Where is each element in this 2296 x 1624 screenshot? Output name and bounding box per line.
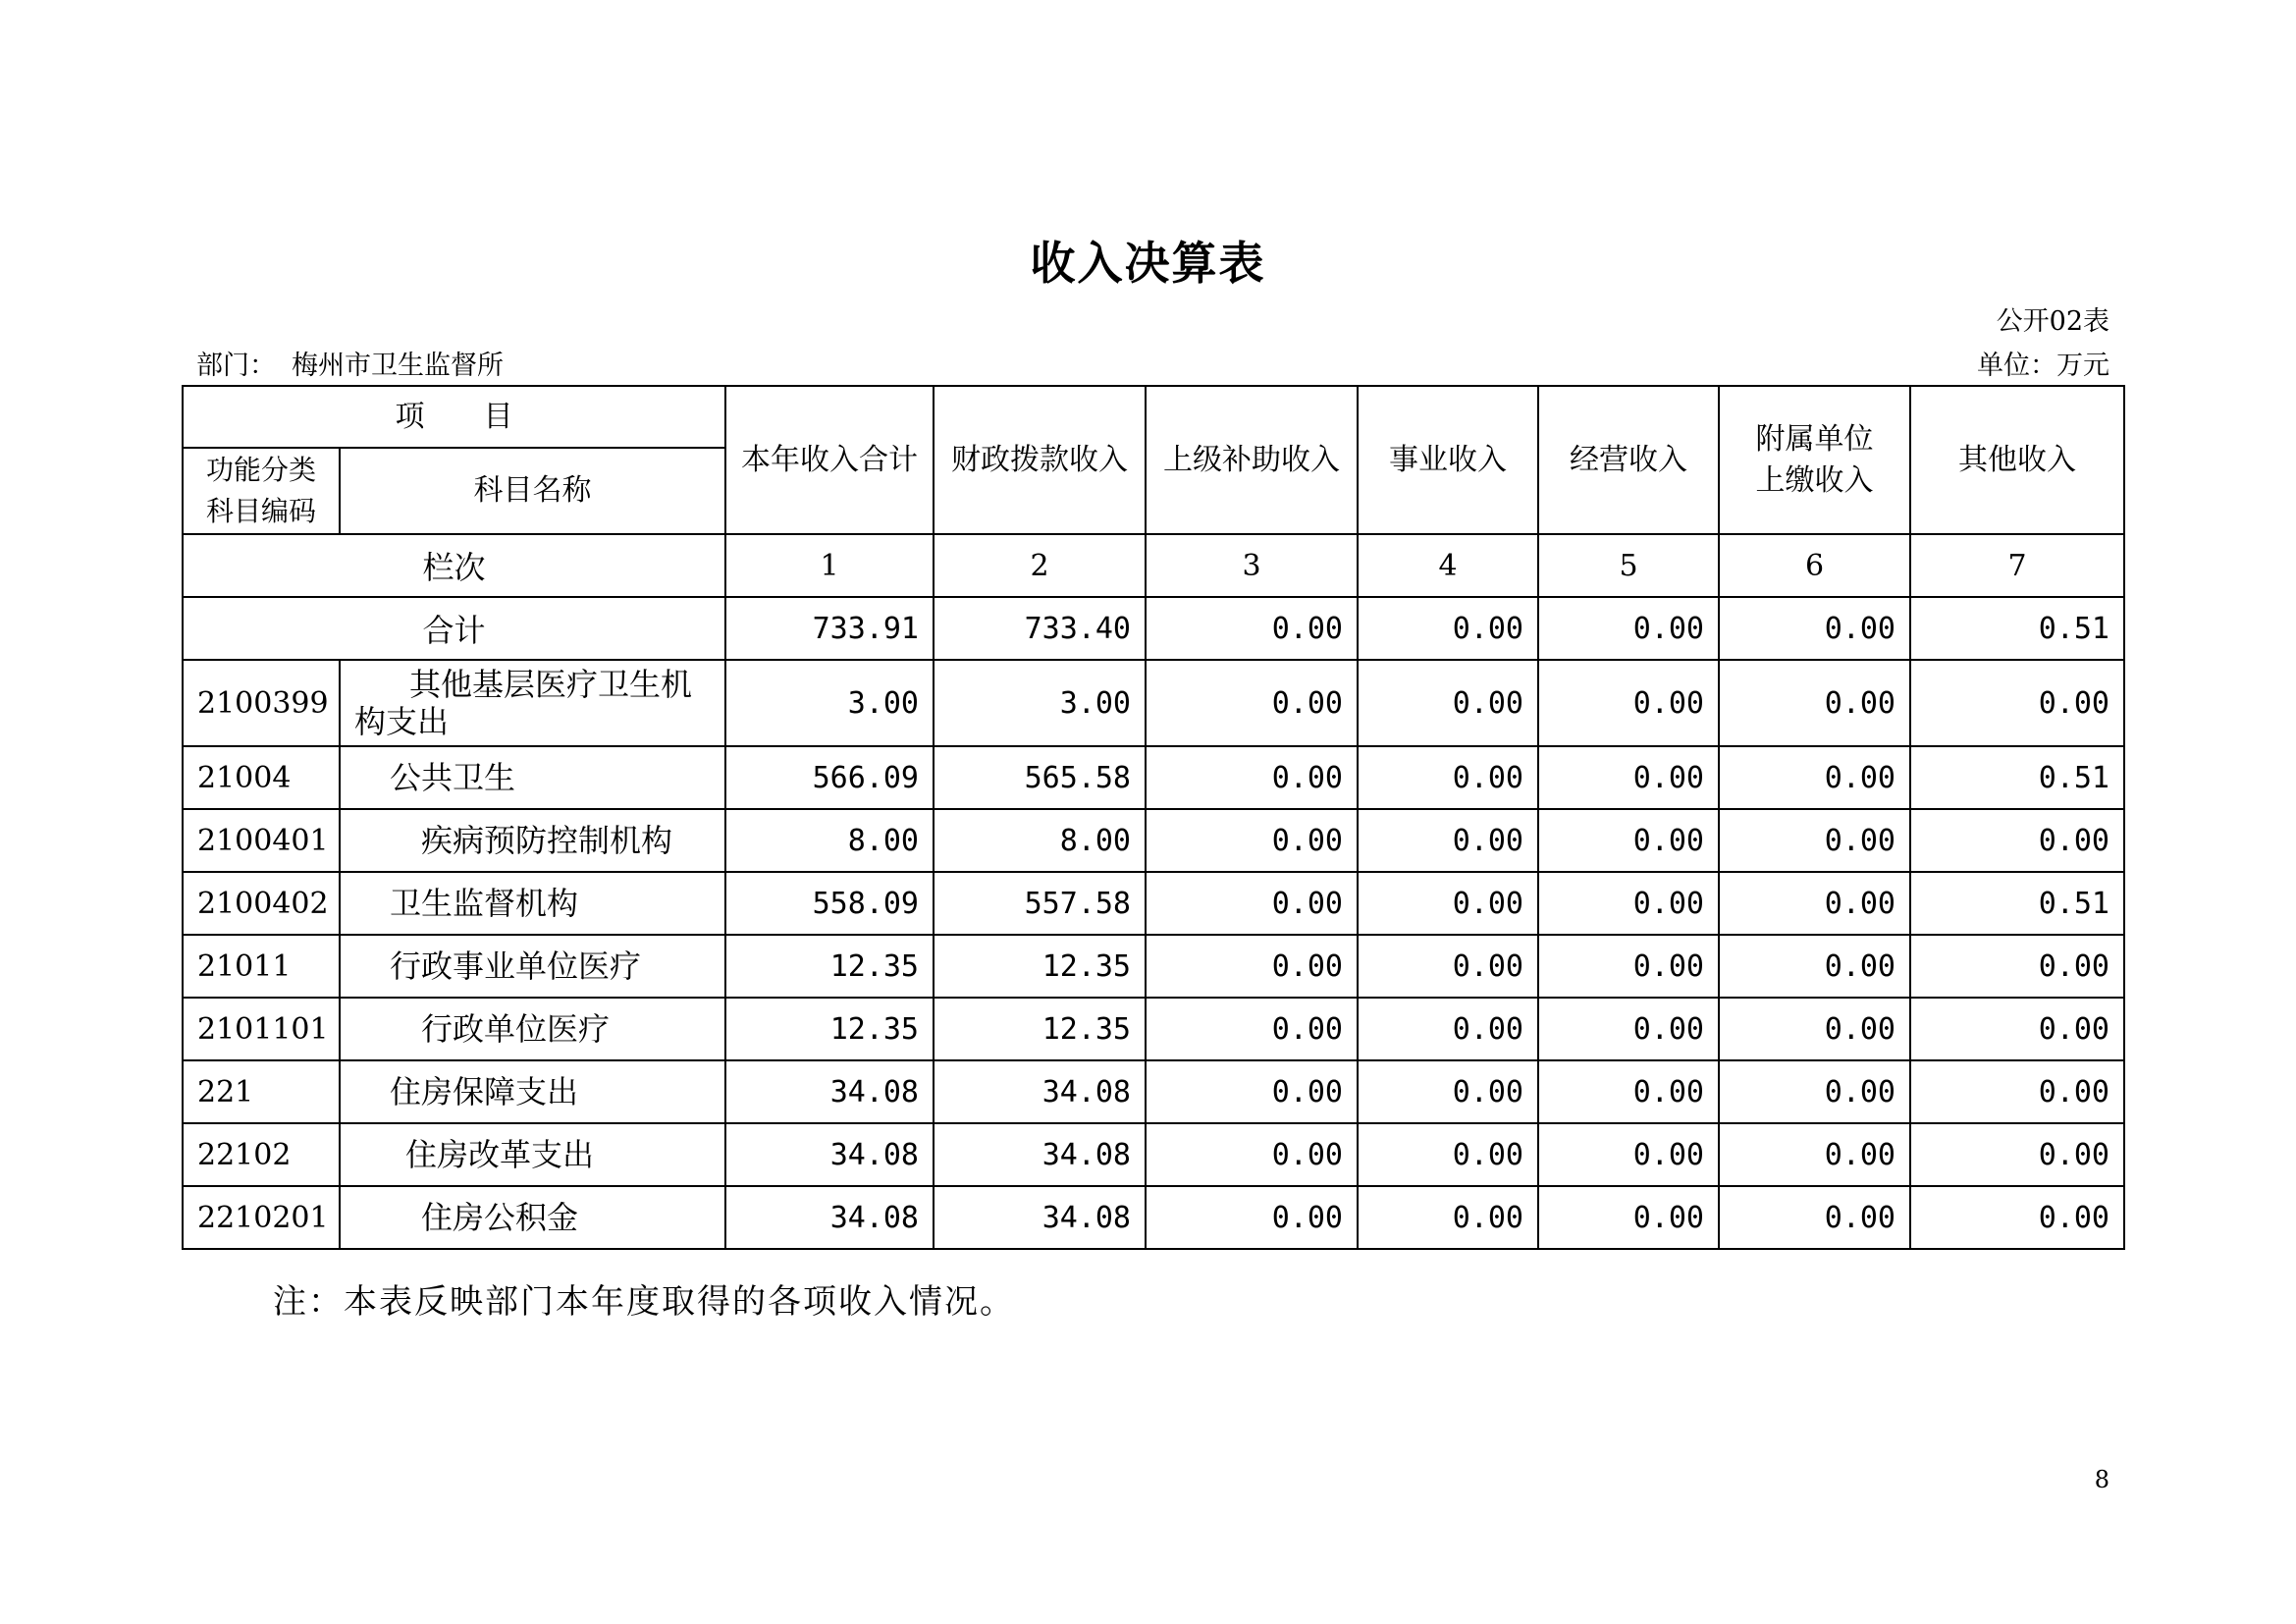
cell-value: 566.09 <box>725 746 934 809</box>
cell-value: 0.00 <box>1719 998 1910 1060</box>
cell-value: 34.08 <box>725 1060 934 1123</box>
cell-value: 0.00 <box>1358 1186 1538 1249</box>
column-header: 本年收入合计 <box>725 386 934 534</box>
cell-value: 0.00 <box>1719 1186 1910 1249</box>
total-value: 0.00 <box>1719 597 1910 660</box>
cell-value: 8.00 <box>934 809 1146 872</box>
cell-value: 0.00 <box>1358 660 1538 746</box>
unit-label: 单位：万元 <box>1977 351 2109 381</box>
column-index: 1 <box>725 534 934 597</box>
cell-value: 12.35 <box>725 935 934 998</box>
cell-value: 0.00 <box>1538 1123 1719 1186</box>
subject-name: 住房公积金 <box>340 1186 725 1249</box>
cell-value: 3.00 <box>934 660 1146 746</box>
department-name: 梅州市卫生监督所 <box>292 351 504 381</box>
form-number: 公开02表 <box>1996 306 2109 337</box>
cell-value: 34.08 <box>934 1186 1146 1249</box>
subject-code: 21011 <box>183 935 340 998</box>
cell-value: 0.00 <box>1358 1123 1538 1186</box>
total-value: 733.91 <box>725 597 934 660</box>
subject-code: 2100401 <box>183 809 340 872</box>
table-row <box>183 935 2124 998</box>
cell-value: 0.00 <box>1910 660 2124 746</box>
column-header: 财政拨款收入 <box>934 386 1146 534</box>
column-index: 6 <box>1719 534 1910 597</box>
cell-value: 0.51 <box>1910 746 2124 809</box>
subject-code: 2100399 <box>183 660 340 746</box>
cell-value: 0.00 <box>1538 872 1719 935</box>
column-index: 4 <box>1358 534 1538 597</box>
column-header: 上级补助收入 <box>1146 386 1358 534</box>
cell-value: 0.00 <box>1146 1123 1358 1186</box>
cell-value: 34.08 <box>934 1123 1146 1186</box>
cell-value: 0.00 <box>1538 935 1719 998</box>
subject-name: 卫生监督机构 <box>340 872 725 935</box>
cell-value: 565.58 <box>934 746 1146 809</box>
cell-value: 557.58 <box>934 872 1146 935</box>
header-row-top <box>183 386 2124 448</box>
cell-value: 0.00 <box>1146 809 1358 872</box>
cell-value: 0.00 <box>1538 1060 1719 1123</box>
total-value: 733.40 <box>934 597 1146 660</box>
cell-value: 3.00 <box>725 660 934 746</box>
cell-value: 0.00 <box>1146 998 1358 1060</box>
cell-value: 0.51 <box>1910 872 2124 935</box>
total-value: 0.51 <box>1910 597 2124 660</box>
subject-name: 住房改革支出 <box>340 1123 725 1186</box>
cell-value: 0.00 <box>1146 872 1358 935</box>
cell-value: 0.00 <box>1910 998 2124 1060</box>
department-label: 部门： <box>196 351 276 381</box>
cell-value: 12.35 <box>934 998 1146 1060</box>
column-header: 事业收入 <box>1358 386 1538 534</box>
table-row <box>183 746 2124 809</box>
subject-name: 疾病预防控制机构 <box>340 809 725 872</box>
table-note: 注：本表反映部门本年度取得的各项收入情况。 <box>273 1282 1015 1322</box>
table-row <box>183 872 2124 935</box>
cell-value: 0.00 <box>1146 1060 1358 1123</box>
cell-value: 34.08 <box>934 1060 1146 1123</box>
cell-value: 34.08 <box>725 1123 934 1186</box>
item-header: 项 目 <box>183 386 725 448</box>
cell-value: 12.35 <box>725 998 934 1060</box>
subject-name: 其他基层医疗卫生机构支出 <box>340 660 725 746</box>
page-title: 收入决算表 <box>1030 237 1266 290</box>
cell-value: 0.00 <box>1719 660 1910 746</box>
subject-code: 22102 <box>183 1123 340 1186</box>
cell-value: 0.00 <box>1910 935 2124 998</box>
subject-name: 住房保障支出 <box>340 1060 725 1123</box>
cell-value: 0.00 <box>1719 935 1910 998</box>
cell-value: 0.00 <box>1719 746 1910 809</box>
cell-value: 0.00 <box>1719 1060 1910 1123</box>
total-value: 0.00 <box>1146 597 1358 660</box>
cell-value: 0.00 <box>1538 1186 1719 1249</box>
cell-value: 0.00 <box>1358 1060 1538 1123</box>
cell-value: 0.00 <box>1719 1123 1910 1186</box>
cell-value: 0.00 <box>1538 809 1719 872</box>
cell-value: 0.00 <box>1146 660 1358 746</box>
cell-value: 0.00 <box>1910 1060 2124 1123</box>
cell-value: 558.09 <box>725 872 934 935</box>
subject-code: 2101101 <box>183 998 340 1060</box>
cell-value: 12.35 <box>934 935 1146 998</box>
table-row <box>183 1123 2124 1186</box>
table-row <box>183 1186 2124 1249</box>
subject-code: 2210201 <box>183 1186 340 1249</box>
column-index: 5 <box>1538 534 1719 597</box>
cell-value: 0.00 <box>1538 746 1719 809</box>
subject-code: 2100402 <box>183 872 340 935</box>
column-index-row <box>183 534 2124 597</box>
table-row <box>183 809 2124 872</box>
subject-code: 221 <box>183 1060 340 1123</box>
total-label: 合计 <box>183 597 725 660</box>
table-row <box>183 660 2124 746</box>
column-header: 附属单位上缴收入 <box>1719 386 1910 534</box>
table-row <box>183 998 2124 1060</box>
cell-value: 0.00 <box>1910 809 2124 872</box>
cell-value: 0.00 <box>1146 746 1358 809</box>
subject-code: 21004 <box>183 746 340 809</box>
cell-value: 0.00 <box>1538 998 1719 1060</box>
cell-value: 0.00 <box>1538 660 1719 746</box>
cell-value: 0.00 <box>1358 809 1538 872</box>
total-value: 0.00 <box>1538 597 1719 660</box>
cell-value: 0.00 <box>1719 809 1910 872</box>
column-header: 经营收入 <box>1538 386 1719 534</box>
column-index: 7 <box>1910 534 2124 597</box>
cell-value: 34.08 <box>725 1186 934 1249</box>
cell-value: 8.00 <box>725 809 934 872</box>
column-index: 2 <box>934 534 1146 597</box>
subject-name: 公共卫生 <box>340 746 725 809</box>
page-number: 8 <box>2094 1466 2109 1493</box>
row-index-label: 栏次 <box>183 534 725 597</box>
cell-value: 0.00 <box>1146 935 1358 998</box>
code-header: 功能分类科目编码 <box>183 448 340 534</box>
income-table <box>182 385 2125 1250</box>
cell-value: 0.00 <box>1910 1123 2124 1186</box>
cell-value: 0.00 <box>1358 998 1538 1060</box>
name-header: 科目名称 <box>340 448 725 534</box>
column-header: 其他收入 <box>1910 386 2124 534</box>
subject-name: 行政事业单位医疗 <box>340 935 725 998</box>
cell-value: 0.00 <box>1910 1186 2124 1249</box>
table-row <box>183 1060 2124 1123</box>
column-index: 3 <box>1146 534 1358 597</box>
total-value: 0.00 <box>1358 597 1538 660</box>
cell-value: 0.00 <box>1358 746 1538 809</box>
cell-value: 0.00 <box>1146 1186 1358 1249</box>
cell-value: 0.00 <box>1358 935 1538 998</box>
cell-value: 0.00 <box>1358 872 1538 935</box>
cell-value: 0.00 <box>1719 872 1910 935</box>
subject-name: 行政单位医疗 <box>340 998 725 1060</box>
total-row <box>183 597 2124 660</box>
department <box>196 344 504 382</box>
